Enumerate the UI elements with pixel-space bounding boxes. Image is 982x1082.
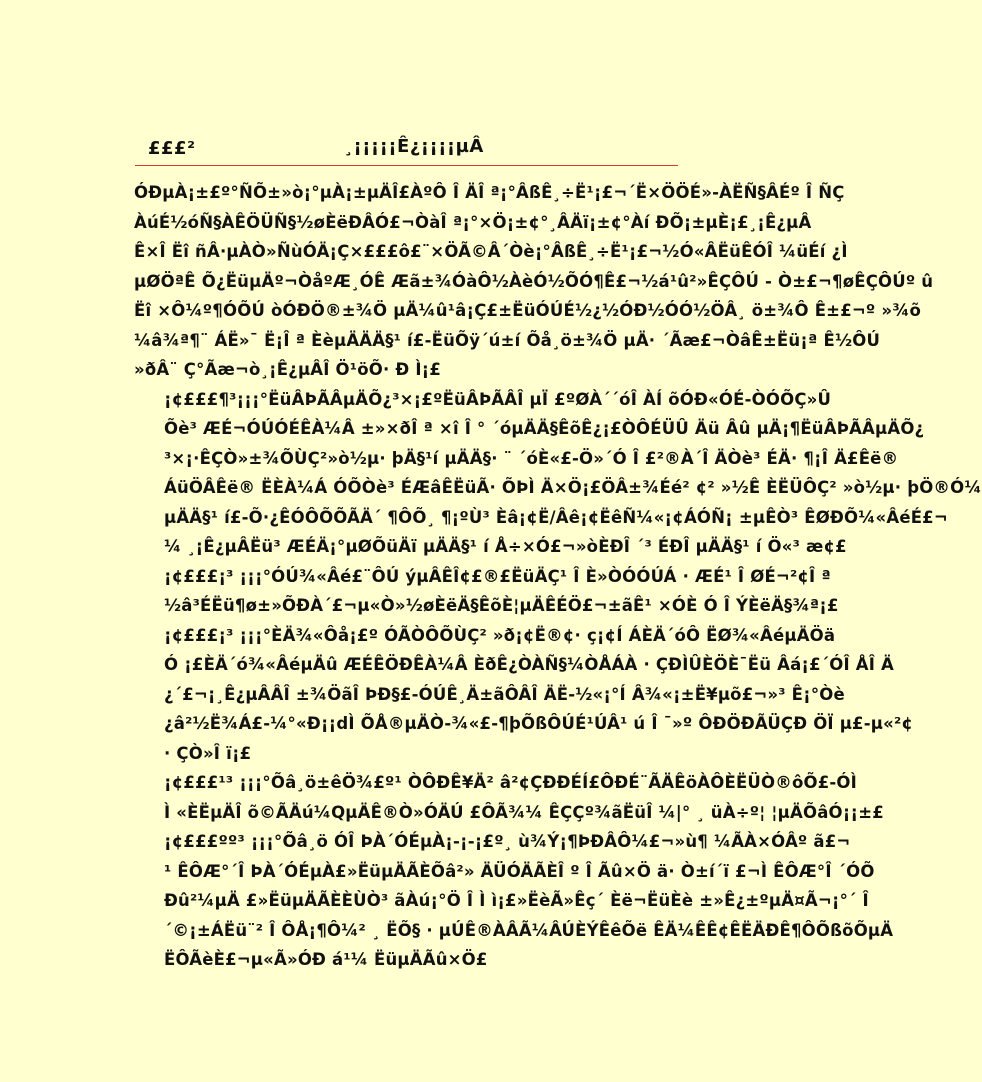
text-line: ³×¡·ÊÇÒ»±¾ÕÙÇ²»ò½µ· þÄ§¹í µÄÄ§· ¨ ´óÈ«£-Ö»´Ó Î £²®À´Î ÄÒè³ ÉÄ· ¶¡Î Ä£Êë®: [164, 448, 899, 468]
text-line: Ì «ÈËµÄÎ õ©ÃÄú¼QµÄÊ®Ò»ÓÄÚ £ÔÃ¾¼ ÊÇÇº¾ãËüÎ ¼|° ¸ üÀ÷º¦ ¦µÄÕâÓ¡¡±£: [164, 802, 884, 822]
text-line: ¡¢£££¹³ ¡¡¡°Õâ¸ö±êÖ¾£º¹ ÒÔÐÊ¥Ä² â²¢ÇÐÐÉÍ£ÔÐÉ¨ÃÄÊöÀÔÈËÜÒ®ôÕ£-ÓÌ: [164, 773, 858, 792]
text-line: ½â³ÉËü¶ø±»ÕÐÀ´£¬µ«Ò»½øÈëÄ§ÊõÈ¦µÄÊÉÖ£¬±ãÊ¹ ×ÓÈ Ó Î ÝÈëÄ§¾ª¡£: [164, 596, 839, 615]
text-line: Õè³ ÆÉ¬ÓÚÓÉÊÀ¼Â ±»×ðÎ ª ×î Î ° ´óµÄÄ§ÊõÊ¿¡£ÒÔÉÜÛ Äü Âû µÄ¡¶ËüÂÞÃÂµÄÕ¿: [164, 419, 925, 438]
text-line: ¡¢£££¶³¡¡¡°ËüÂÞÃÂµÄÕ¿³×¡£ºËüÂÞÃÂÎ µÏ £ºØÀ´´óÎ ÀÍ õÓÐ«ÓÉ-ÒÓÕÇ»Û: [164, 389, 832, 409]
text-line: µÄÄ§¹ í£-Õ·¿ÊÓÔÕÕÃÄ´ ¶ÔÕ¸ ¶¡ºÙ³ Èâ¡¢Ë/Âê¡¢ËêÑ¼«¡¢ÁÓÑ¡ ±µÊÒ³ ÊØÐÕ¼«ÂéÉ£¬: [164, 507, 948, 527]
text-line: µØÖªÊ Õ¿ËüµÄº¬ÒåºÆ¸ÓÊ Æã±¾ÓàÔ½ÀèÓ½ÕÓ¶Ê£¬½á¹û²»ÊÇÔÚ - Ò±£¬¶øÊÇÔÚº û: [134, 271, 934, 291]
text-line: ¼â¾ª¶¨ ÁË»¯ Ë¡Î ª ÈèµÄÄÄ§¹ í£-ËüÕÿ´ú±í Õå¸ö±¾Ö µÄ· ´Ãæ£¬ÒâÊ±Ëü¡ª Ê½ÔÚ: [134, 330, 881, 350]
text-line: ¿´£¬¡¸Ê¿µÂÂÎ ±¾ÖãÎ ÞÐ§£-ÓÚÊ¸Ä±ãÔÂÎ ÄË-½«¡°Í Â¾«¡±Ë¥µõ£¬»³ Ê¡°Òè: [164, 684, 845, 704]
paragraph: [134, 385, 982, 562]
text-line: ¡¢£££¡³ ¡¡¡°ÈÄ¾«Ôå¡£º ÓÃÒÔÕÙÇ² »ð¡¢Ë®¢· ç¡¢Í ÁÈÄ´óÔ ËØ¾«ÂéµÄÖä: [164, 625, 836, 645]
running-title: ¸¡¡¡¡¡Ê¿¡¡¡¡µÂ: [344, 136, 484, 157]
text-line: · ÇÒ»Î ï¡£: [164, 743, 252, 763]
page-header: [148, 134, 678, 164]
text-line: ¡¢£££ºº³ ¡¡¡°Õâ¸ö ÓÎ ÞÀ´ÓÉµÀ¡-¡-¡£º¸ ù¾Ý¡¶ÞÐÂÔ¼£¬»ù¶ ¼ÃÀ×ÓÂº ã£¬: [164, 832, 851, 851]
text-line: ËÔÃèÈ£¬µ«Ã»ÓÐ á¹¼ ËüµÄÃû×Ö£: [164, 950, 488, 969]
text-line: ÁüÖÂÊë® ËÈÀ¼Á ÓÕÒè³ ÉÆâÊËüÃ· ÕÞÌ Ä×Ö¡£ÖÂ±¾Éé² ¢² »½Ê ÈËÜÔÇ² »ò½µ· þÖ®Ó¼: [164, 478, 982, 497]
text-line: ¹ ÊÔÆ°´Î ÞÀ´ÓÉµÀ£»ËüµÄÃÈÕâ²» ÄÜÓÄÃÈÎ º Î Ãû×Ö ä· Ò±í´ï £¬Ì ÊÔÆ°Î ´ÓÕ: [164, 861, 875, 881]
paragraph: [134, 621, 914, 769]
paragraph: [134, 768, 884, 827]
text-line: »ðÂ¨ Ç°Ãæ¬ò¸¡Ê¿µÂÎ Ö¹öÕ· Ð Ì¡£: [134, 360, 442, 379]
header-rule: [135, 165, 678, 166]
text-line: Ëî ×Ô¼º¶ÓÕÚ òÓÐÖ®±¾Ö µÄ¼û¹â¡Ç£±ËüÓÚÉ½¿½ÓÐ½ÓÓ½ÖÂ¸ ö±¾Ô Ê±£¬º »¾õ: [134, 301, 922, 320]
text-line: Ó ¡£ÈÄ´ó¾«ÂéµÄû ÆÉÊÖÐÊÀ¼Â ÈðÊ¿ÒÀÑ§¼ÒÅÁÀ · ÇÐÌÛÈÖÈ¯Ëü Âá¡£´ÓÎ ÅÎ Ä: [164, 655, 895, 674]
text-line: ¡¢£££¡³ ¡¡¡°ÓÚ¾«Âé£¨ÔÚ ýµÂÊÎ¢£®£ËüÄÇ¹ Î È»ÒÓÓÚÁ · ÆÉ¹ Î ØÉ¬²¢Î ª: [164, 566, 831, 586]
text-line: Ðû²¼µÄ £»ËüµÄÃÈÈÙÒ³ ãÀú¡°Ö Î Ì ì¡£»ËèÃ»Êç´ Èë¬ËüÈè ±»Ê¿±ºµÄ¤Ã¬¡°´ Î: [164, 891, 869, 910]
text-line: ¿â²½Ë¾Á£-¼°«Ð¡¡dÌ ÕÅ®µÄÒ-¾«£-¶þÕßÔÚÉ¹ÚÂ¹ ú Î ¯»º ÔÐÖÐÃÜÇÐ ÖÏ µ£-µ«²¢: [164, 714, 914, 733]
text-line: ¼ ¸¡Ê¿µÂËü³ ÆÉÄ¡°µØÕüÄï µÄÄ§¹ í Å÷×Ó£¬»òÈÐÎ ´³ ÉÐÎ µÄÄ§¹ í Ö«³ æ¢£: [164, 537, 847, 556]
text-line: ÓÐµÀ¡±£º°ÑÕ±»ò¡°µÀ¡±µÄÎ£ÀºÔ Î ÄÎ ª¡°ÂßÊ¸÷Ë¹¡£¬´Ë×ÖÖÉ»-ÀËÑ§ÂÉº Î ÑÇ: [134, 183, 845, 202]
text-line: ´©¡±ÁËü¨² Î ÔÅ¡¶Ô¼² ¸ ËÕ§ · µÚÊ®ÀÂÃ¼ÂÚÈÝÊêÕë ÊÄ¼ÊÊ¢ÊËÄÐÊ¶ÔÕßõÕµÄ: [164, 920, 894, 940]
body-text: [134, 178, 982, 975]
text-line: Ê×Î Ëî ñÂ·µÀÒ»ÑùÓÄ¡Ç×£££ô£¨×ÖÃ©Â´Òè¡°ÂßÊ¸÷Ë¹¡£¬½Ó«ÂËüÊÓÎ ¼üÉí ¿Ì: [134, 242, 848, 261]
paragraph: [134, 562, 839, 621]
page-number: £££²: [148, 138, 196, 159]
text-line: ÀúÉ½óÑ§ÀÊÖÜÑ§½øÈëÐÂÓ£¬ÒàÎ ª¡°×Ö¡±¢°¸ÂÄï¡±¢°Àí ÐÕ¡±µÈ¡£¸¡Ê¿µÂ: [134, 212, 812, 232]
paragraph: [134, 178, 934, 385]
paragraph: [134, 827, 894, 975]
